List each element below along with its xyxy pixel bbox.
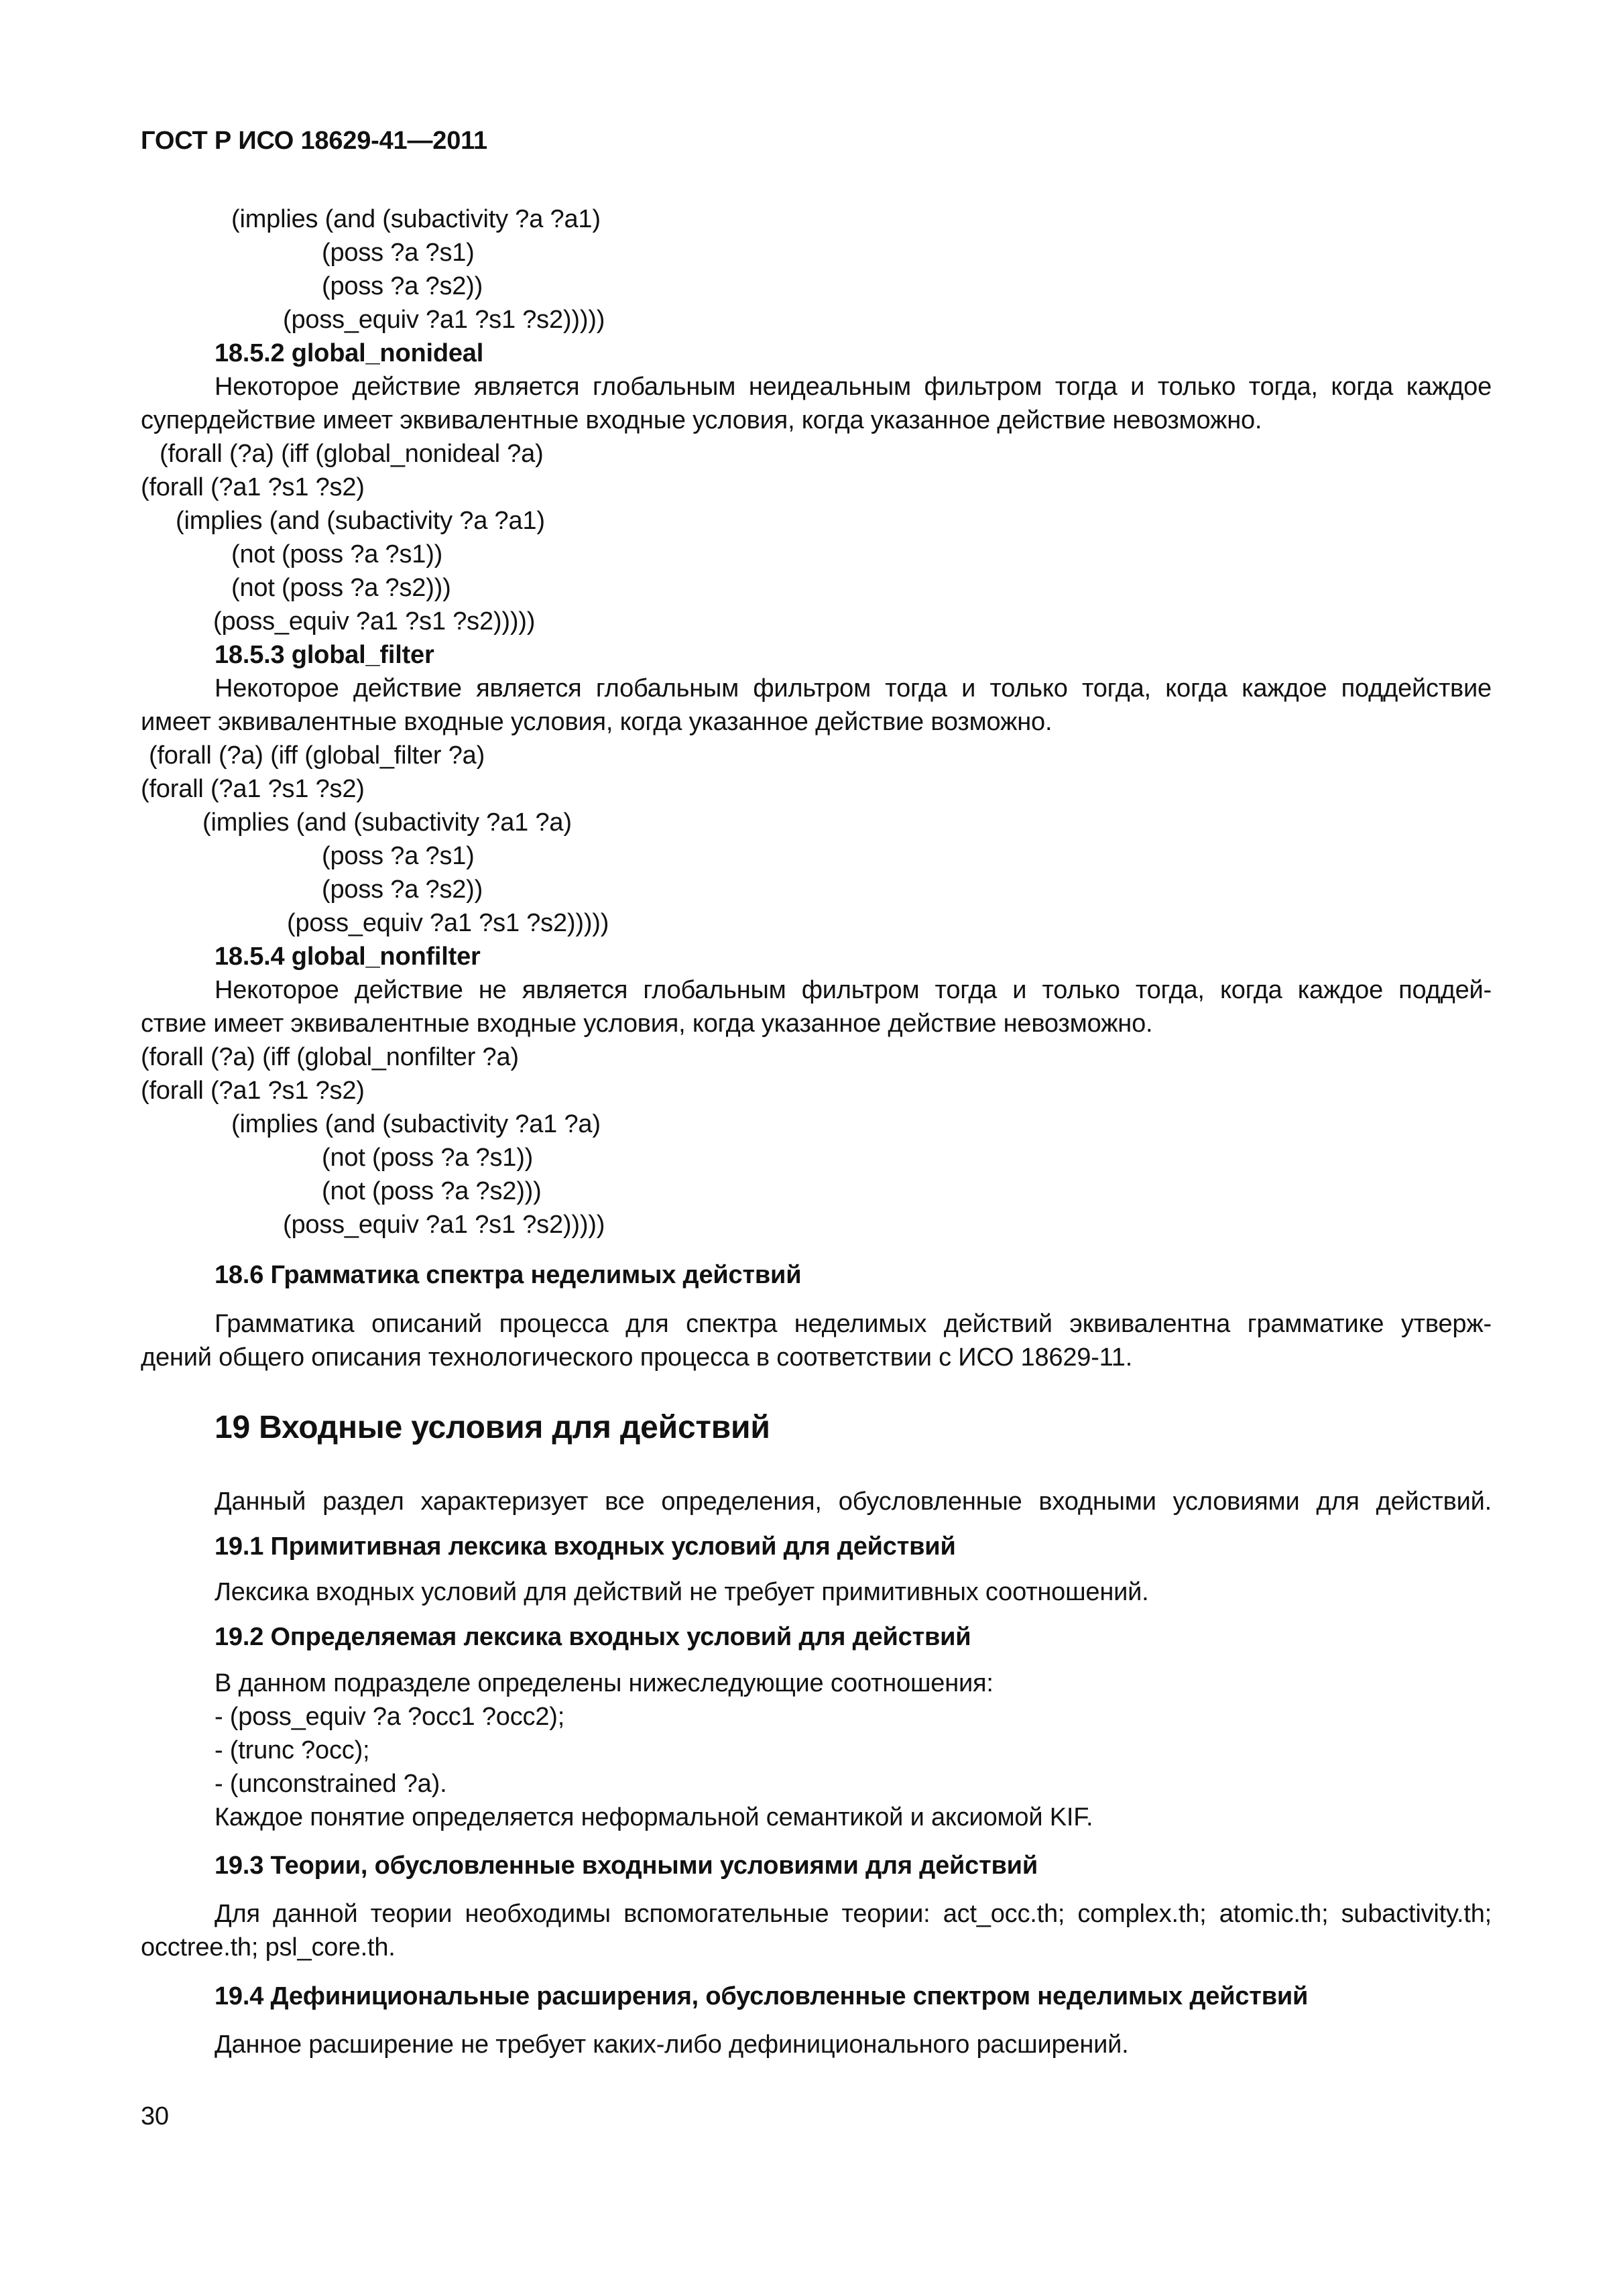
paragraph-line: Грамматика описаний процесса для спектра неделимых действий эквивалентна грамматике утверж-: [215, 1310, 1492, 1338]
kif-line: (implies (and (subactivity ?a1 ?a): [231, 1110, 601, 1138]
section-heading-18-5-3: 18.5.3 global_filter: [215, 641, 434, 669]
kif-line: (not (poss ?a ?s1)): [231, 540, 443, 568]
page-number: 30: [141, 2102, 169, 2130]
kif-line: (forall (?a) (iff (global_nonideal ?a): [160, 440, 544, 468]
paragraph-line: Некоторое действие является глобальным фильтром тогда и только тогда, когда каждое поддействие: [215, 674, 1492, 703]
kif-line: (not (poss ?a ?s2))): [322, 1177, 542, 1205]
paragraph-line: Для данной теории необходимы вспомогательные теории: act_occ.th; complex.th; atomic.th; subactivity.th;: [215, 1900, 1492, 1928]
kif-line: (not (poss ?a ?s1)): [322, 1144, 534, 1172]
kif-line: (forall (?a) (iff (global_filter ?a): [149, 741, 485, 770]
kif-line: (poss ?a ?s2)): [322, 272, 483, 300]
section-heading-19-1: 19.1 Примитивная лексика входных условий для действий: [215, 1532, 956, 1561]
kif-line: (not (poss ?a ?s2))): [231, 574, 451, 602]
section-heading-19-2: 19.2 Определяемая лексика входных условий для действий: [215, 1623, 971, 1651]
kif-line: (poss_equiv ?a1 ?s1 ?s2))))): [213, 607, 536, 636]
section-heading-19-4: 19.4 Дефинициональные расширения, обусловленные спектром неделимых действий: [215, 1982, 1309, 2010]
paragraph-line: Каждое понятие определяется неформальной семантикой и аксиомой KIF.: [215, 1803, 1093, 1831]
kif-line: (poss ?a ?s1): [322, 842, 475, 870]
section-heading-19: 19 Входные условия для действий: [215, 1410, 770, 1445]
paragraph-line: имеет эквивалентные входные условия, когда указанное действие возможно.: [141, 708, 1053, 736]
paragraph-line: В данном подразделе определены нижеследующие соотношения:: [215, 1669, 994, 1697]
paragraph-line: Данный раздел характеризует все определения, обусловленные входными условиями для действий.: [215, 1488, 1492, 1516]
kif-line: (forall (?a1 ?s1 ?s2): [141, 775, 365, 803]
paragraph-line: Некоторое действие является глобальным неидеальным фильтром тогда и только тогда, когда каждое: [215, 373, 1492, 401]
paragraph-line: дений общего описания технологического процесса в соответствии с ИСО 18629-11.: [141, 1343, 1133, 1372]
paragraph-line: супердействие имеет эквивалентные входные условия, когда указанное действие невозможно.: [141, 406, 1262, 434]
document-header: ГОСТ Р ИСО 18629-41—2011: [141, 127, 487, 155]
section-heading-19-3: 19.3 Теории, обусловленные входными условиями для действий: [215, 1852, 1038, 1880]
section-heading-18-5-4: 18.5.4 global_nonfilter: [215, 943, 481, 971]
kif-line: (poss ?a ?s1): [322, 239, 475, 267]
kif-line: (forall (?a) (iff (global_nonfilter ?a): [141, 1043, 519, 1071]
list-item: - (trunc ?occ);: [215, 1736, 370, 1764]
list-item: - (unconstrained ?a).: [215, 1770, 447, 1798]
kif-line: (poss ?a ?s2)): [322, 875, 483, 904]
paragraph-line: Лексика входных условий для действий не требует примитивных соотношений.: [215, 1578, 1149, 1606]
kif-line: (poss_equiv ?a1 ?s1 ?s2))))): [283, 1211, 605, 1239]
kif-line: (implies (and (subactivity ?a ?a1): [231, 205, 601, 233]
kif-line: (forall (?a1 ?s1 ?s2): [141, 473, 365, 501]
section-heading-18-5-2: 18.5.2 global_nonideal: [215, 339, 484, 367]
paragraph-line: occtree.th; psl_core.th.: [141, 1933, 396, 1961]
paragraph-line: Некоторое действие не является глобальным фильтром тогда и только тогда, когда каждое поддей-: [215, 976, 1492, 1004]
list-item: - (poss_equiv ?a ?occ1 ?occ2);: [215, 1703, 565, 1731]
kif-line: (implies (and (subactivity ?a ?a1): [176, 507, 545, 535]
paragraph-line: Данное расширение не требует каких-либо дефиниционального расширений.: [215, 2031, 1129, 2059]
section-heading-18-6: 18.6 Грамматика спектра неделимых действий: [215, 1261, 802, 1289]
kif-line: (implies (and (subactivity ?a1 ?a): [202, 808, 572, 837]
kif-line: (forall (?a1 ?s1 ?s2): [141, 1077, 365, 1105]
kif-line: (poss_equiv ?a1 ?s1 ?s2))))): [287, 909, 609, 937]
kif-line: (poss_equiv ?a1 ?s1 ?s2))))): [283, 306, 605, 334]
paragraph-line: ствие имеет эквивалентные входные условия, когда указанное действие невозможно.: [141, 1010, 1153, 1038]
